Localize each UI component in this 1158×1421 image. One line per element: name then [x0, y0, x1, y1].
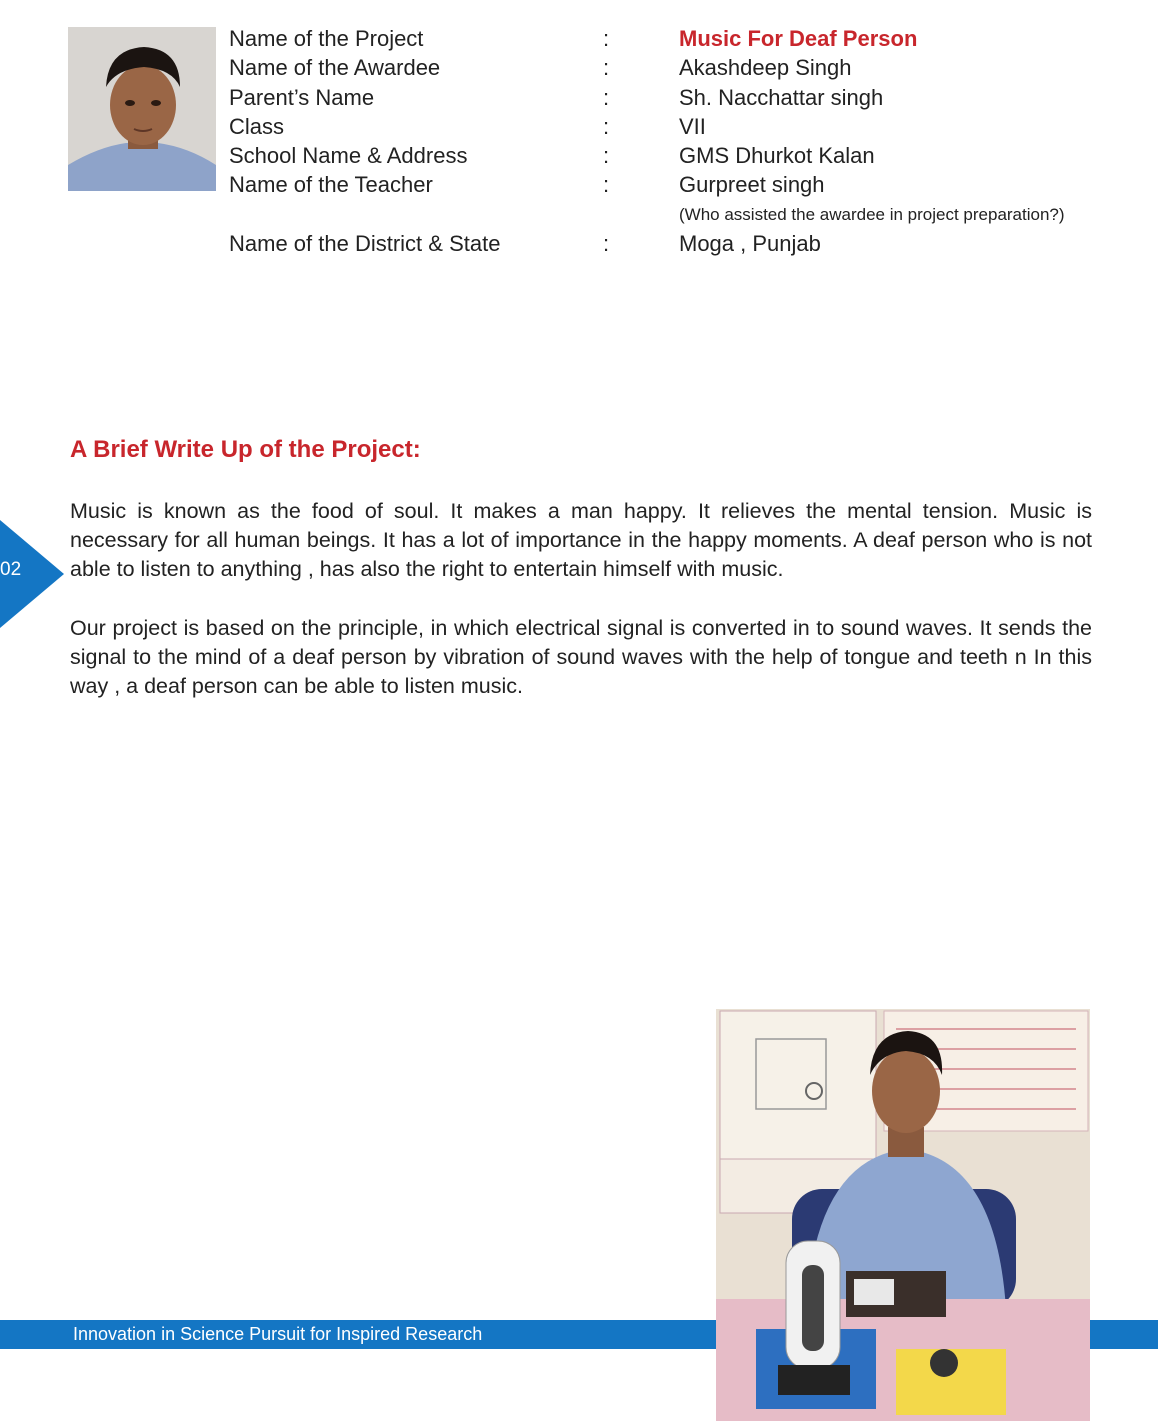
- writeup-paragraph-1: Music is known as the food of soul. It makes a man happy. It relieves the mental tension. Music is necessary for all human beings. It has a lot of importance in the happy moments. A deaf person who is not able to listen to anything , has also the right to entertain himself with music.: [70, 499, 1092, 582]
- project-name-value: Music For Deaf Person: [679, 26, 918, 51]
- awardee-name-label: Name of the Awardee: [229, 55, 441, 81]
- separator: :: [603, 26, 610, 51]
- parent-name-row: [229, 83, 1129, 112]
- class-value: VII: [679, 113, 706, 139]
- teacher-label: Name of the Teacher: [229, 172, 433, 198]
- district-label: Name of the District & State: [229, 231, 501, 257]
- teacher-note: (Who assisted the awardee in project preparation?): [679, 204, 1065, 224]
- portrait-image: [68, 27, 216, 191]
- teacher-note-row: [229, 200, 1129, 229]
- teacher-value: Gurpreet singh: [679, 172, 825, 198]
- awardee-info: [229, 24, 1129, 258]
- awardee-portrait: [68, 27, 216, 191]
- project-name-label: Name of the Project: [229, 26, 424, 51]
- separator: :: [603, 84, 610, 110]
- class-row: [229, 112, 1129, 141]
- writeup-paragraph-2: Our project is based on the principle, in which electrical signal is converted in to sound waves. It sends the signal to the mind of a deaf person by vibration of sound waves with the help of tongue and teeth n In this way , a deaf person can be able to listen music.: [70, 616, 1092, 699]
- teacher-row: [229, 170, 1129, 199]
- separator: :: [603, 143, 610, 169]
- awardee-name-value: Akashdeep Singh: [679, 55, 852, 81]
- school-value: GMS Dhurkot Kalan: [679, 143, 875, 169]
- parent-name-value: Sh. Nacchattar singh: [679, 84, 884, 110]
- school-label: School Name & Address: [229, 143, 468, 169]
- project-name-row: [229, 24, 1129, 53]
- awardee-name-row: [229, 53, 1129, 82]
- district-row: [229, 229, 1129, 258]
- class-label: Class: [229, 113, 285, 139]
- separator: :: [603, 172, 610, 198]
- footer-tagline: Innovation in Science Pursuit for Inspired Research: [73, 1324, 483, 1344]
- separator: :: [603, 113, 610, 139]
- project-photo: [716, 1009, 1090, 1421]
- school-row: [229, 141, 1129, 170]
- project-photo-image: [716, 1009, 1090, 1421]
- page-number: 02: [0, 559, 22, 580]
- district-value: Moga , Punjab: [679, 231, 821, 257]
- separator: :: [603, 231, 610, 257]
- separator: :: [603, 55, 610, 81]
- parent-name-label: Parent’s Name: [229, 84, 375, 110]
- writeup-heading: A Brief Write Up of the Project:: [70, 436, 421, 463]
